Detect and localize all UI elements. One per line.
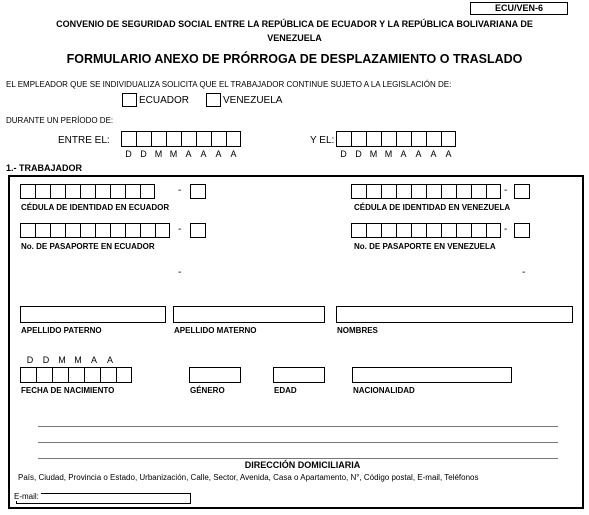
age-input[interactable] [273,367,325,383]
nationality-label: NACIONALIDAD [353,386,415,395]
separator-dash-left: - [178,267,182,278]
names-label: NOMBRES [337,326,378,335]
form-title: FORMULARIO ANEXO DE PRÓRROGA DE DESPLAZAMIENTO O TRASLADO [66,52,523,66]
birth-date-format: D D M M A A [26,355,113,365]
birth-date-label: FECHA DE NACIMIENTO [21,386,115,395]
gender-input[interactable] [189,367,241,383]
period-label: DURANTE UN PERÍODO DE: [6,116,114,125]
id-ecuador-label: CÉDULA DE IDENTIDAD EN ECUADOR [21,203,170,212]
address-hint: País, Ciudad, Provincia o Estado, Urbanización, Calle, Sector, Avenida, Casa o Apartamento, N°, Código postal, E-mail, Teléfonos [18,473,479,482]
period-from-date-format: D D M M A A A A [125,149,237,159]
worker-section-title: 1.- TRABAJADOR [6,163,83,173]
period-to-date-format: D D M M A A A A [340,149,452,159]
venezuela-checkbox[interactable] [206,93,221,107]
ecuador-option-label: ECUADOR [139,95,190,106]
email-label: E-mail: [14,492,39,501]
gender-label: GÉNERO [190,386,225,395]
venezuela-option-label: VENEZUELA [223,95,283,106]
separator-dash-right: - [522,267,526,278]
address-line-3[interactable] [38,458,558,459]
names-input[interactable] [336,306,573,323]
id-venezuela-dash: - [504,185,508,196]
id-venezuela-field[interactable] [351,184,501,199]
passport-venezuela-dash: - [504,224,508,235]
passport-ecuador-check-digit[interactable] [190,223,206,238]
period-to-date-field[interactable] [336,131,456,147]
period-from-date-field[interactable] [121,131,241,147]
surname-maternal-label: APELLIDO MATERNO [174,326,257,335]
period-from-label: ENTRE EL: [58,135,110,146]
passport-venezuela-field[interactable] [351,223,501,238]
address-line-1[interactable] [38,426,558,427]
address-line-2[interactable] [38,442,558,443]
age-label: EDAD [274,386,297,395]
passport-venezuela-label: No. DE PASAPORTE EN VENEZUELA [354,242,496,251]
period-to-label: Y EL: [310,135,335,146]
id-ecuador-field[interactable] [20,184,155,199]
surname-paternal-label: APELLIDO PATERNO [21,326,102,335]
form-code: ECU/VEN-6 [494,3,543,13]
email-field[interactable] [16,493,191,504]
ecuador-checkbox[interactable] [122,93,137,107]
surname-maternal-input[interactable] [173,306,325,323]
id-venezuela-check-digit[interactable] [514,184,530,199]
surname-paternal-input[interactable] [20,306,166,323]
passport-ecuador-field[interactable] [20,223,170,238]
passport-ecuador-label: No. DE PASAPORTE EN ECUADOR [21,242,155,251]
employer-statement: EL EMPLEADOR QUE SE INDIVIDUALIZA SOLICITA QUE EL TRABAJADOR CONTINUE SUJETO A LA LEGISLACIÓN DE: [6,80,452,89]
id-ecuador-check-digit[interactable] [190,184,206,199]
id-ecuador-dash: - [178,185,182,196]
passport-ecuador-dash: - [178,224,182,235]
form-code-box [470,2,568,15]
agreement-title-line1: CONVENIO DE SEGURIDAD SOCIAL ENTRE LA REPÚBLICA DE ECUADOR Y LA REPÚBLICA BOLIVARIANA DE [56,19,533,29]
agreement-title-line2: VENEZUELA [267,33,322,43]
nationality-input[interactable] [352,367,512,383]
birth-date-field[interactable] [20,367,132,383]
address-title: DIRECCIÓN DOMICILIARIA [244,460,361,470]
id-venezuela-label: CÉDULA DE IDENTIDAD EN VENEZUELA [354,203,511,212]
passport-venezuela-check-digit[interactable] [514,223,530,238]
